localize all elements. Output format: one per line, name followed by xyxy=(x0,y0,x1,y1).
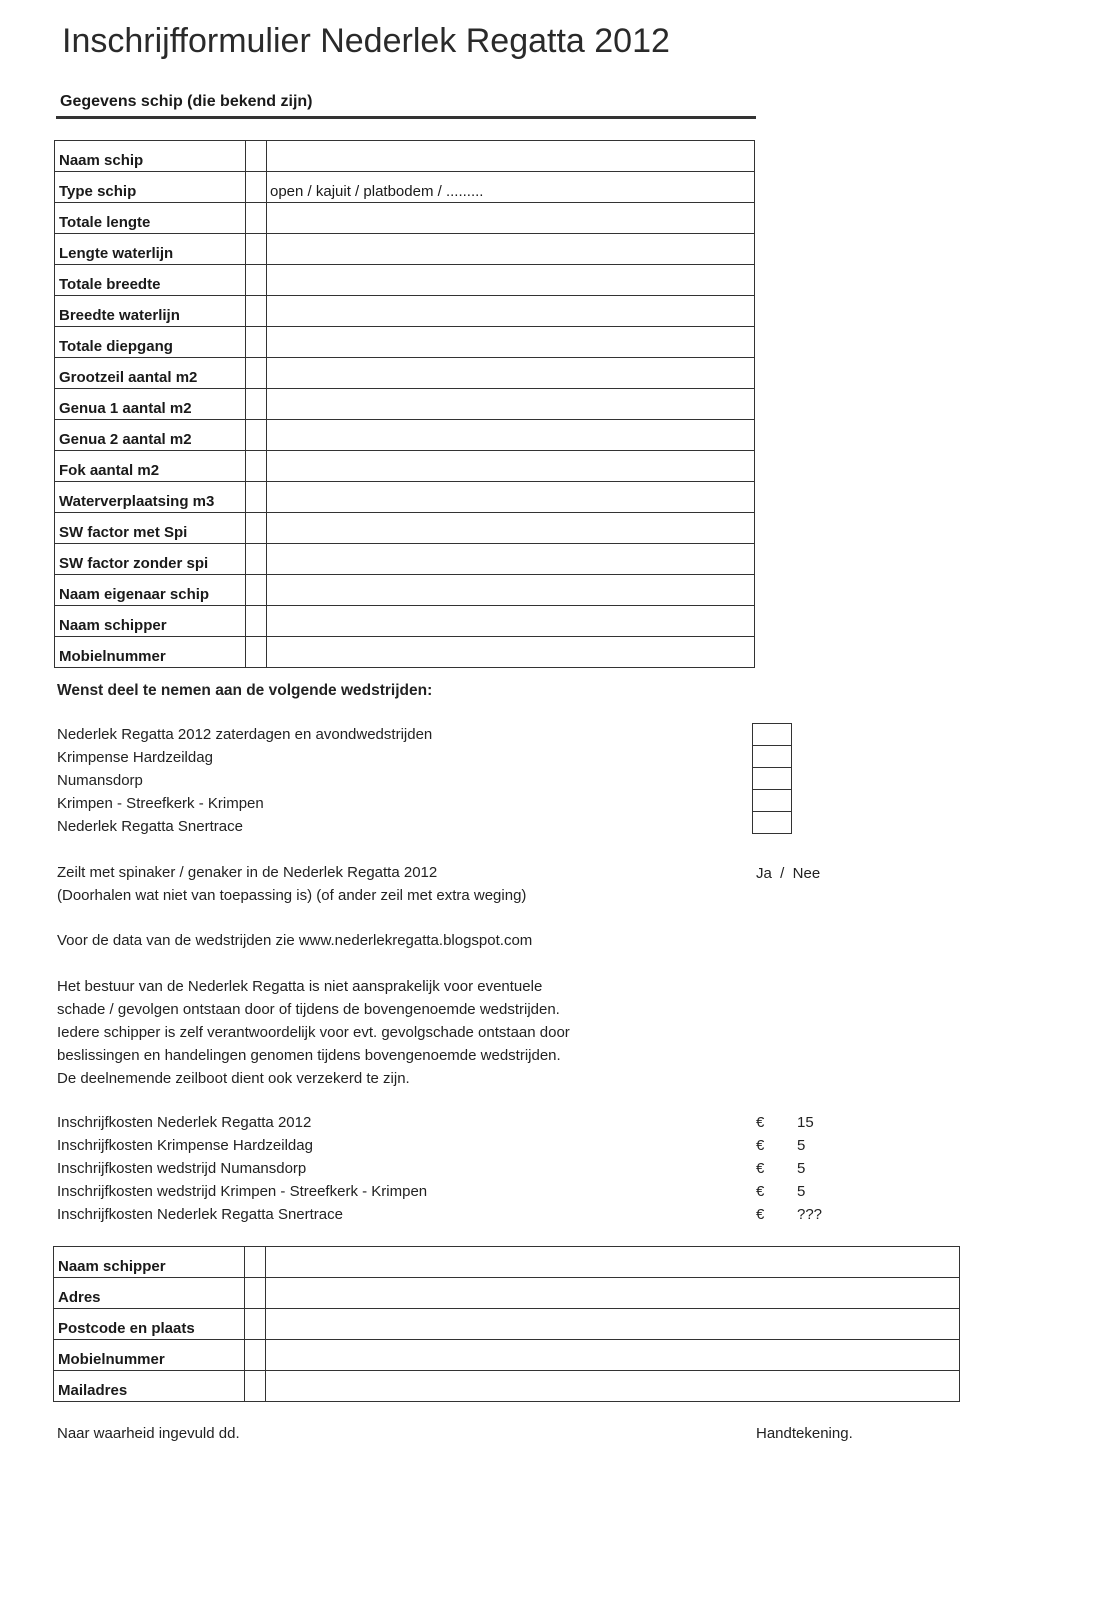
field-label: Totale diepgang xyxy=(55,327,246,358)
fee-amount: 5 xyxy=(797,1160,806,1177)
spinaker-line-1: Zeilt met spinaker / genaker in de Nederlek Regatta 2012 xyxy=(57,864,438,881)
spinaker-question xyxy=(57,861,526,907)
race-checkbox[interactable] xyxy=(752,790,792,812)
field-label: Waterverplaatsing m3 xyxy=(55,482,246,513)
field-spacer-cell xyxy=(246,482,267,513)
ship-details-table xyxy=(54,140,755,668)
table-row xyxy=(55,327,755,358)
table-row xyxy=(55,172,755,203)
signature-label: Handtekening. xyxy=(756,1425,853,1442)
table-row xyxy=(55,296,755,327)
race-checkbox[interactable] xyxy=(752,768,792,790)
fee-label: Inschrijfkosten Nederlek Regatta Snertrace xyxy=(57,1206,343,1223)
table-row xyxy=(55,544,755,575)
table-row xyxy=(55,265,755,296)
disclaimer-line: Het bestuur van de Nederlek Regatta is niet aansprakelijk voor eventuele xyxy=(57,978,543,995)
fee-label: Inschrijfkosten wedstrijd Krimpen - Streefkerk - Krimpen xyxy=(57,1183,428,1200)
field-label: SW factor met Spi xyxy=(55,513,246,544)
table-row xyxy=(55,513,755,544)
field-label: Mobielnummer xyxy=(55,637,246,668)
field-label: Breedte waterlijn xyxy=(55,296,246,327)
field-spacer-cell xyxy=(245,1340,266,1371)
field-input-cell[interactable] xyxy=(267,451,755,482)
race-item: Nederlek Regatta 2012 zaterdagen en avondwedstrijden xyxy=(57,726,433,743)
race-item: Nederlek Regatta Snertrace xyxy=(57,818,243,835)
field-spacer-cell xyxy=(246,513,267,544)
field-label: Fok aantal m2 xyxy=(55,451,246,482)
field-label: Genua 2 aantal m2 xyxy=(55,420,246,451)
disclaimer-line: beslissingen en handelingen genomen tijdens bovengenoemde wedstrijden. xyxy=(57,1047,561,1064)
field-label: Mobielnummer xyxy=(54,1340,245,1371)
table-row xyxy=(55,637,755,668)
races-heading: Wenst deel te nemen aan de volgende wedstrijden: xyxy=(57,682,433,699)
field-label: Totale lengte xyxy=(55,203,246,234)
race-list xyxy=(57,723,432,838)
table-row xyxy=(55,203,755,234)
disclaimer-line: Iedere schipper is zelf verantwoordelijk voor evt. gevolgschade ontstaan door xyxy=(57,1024,570,1041)
field-spacer-cell xyxy=(246,141,267,172)
field-spacer-cell xyxy=(246,389,267,420)
field-spacer-cell xyxy=(245,1247,266,1278)
table-row xyxy=(55,451,755,482)
fee-amount: 5 xyxy=(797,1137,806,1154)
field-input-cell[interactable]: open / kajuit / platbodem / ......... xyxy=(267,172,755,203)
table-row xyxy=(55,358,755,389)
field-spacer-cell xyxy=(246,606,267,637)
table-row xyxy=(54,1309,960,1340)
field-input-cell[interactable] xyxy=(266,1309,960,1340)
fee-currency: € xyxy=(756,1137,765,1154)
field-input-cell[interactable] xyxy=(267,203,755,234)
field-spacer-cell xyxy=(246,637,267,668)
table-row xyxy=(54,1340,960,1371)
table-row xyxy=(55,606,755,637)
field-label: Naam schipper xyxy=(55,606,246,637)
field-label: Lengte waterlijn xyxy=(55,234,246,265)
field-spacer-cell xyxy=(246,265,267,296)
table-row xyxy=(54,1278,960,1309)
fee-label: Inschrijfkosten Nederlek Regatta 2012 xyxy=(57,1114,312,1131)
field-spacer-cell xyxy=(246,451,267,482)
truthfully-completed-date: Naar waarheid ingevuld dd. xyxy=(57,1425,240,1442)
field-spacer-cell xyxy=(245,1309,266,1340)
disclaimer-line: schade / gevolgen ontstaan door of tijdens de bovengenoemde wedstrijden. xyxy=(57,1001,560,1018)
field-spacer-cell xyxy=(246,203,267,234)
field-input-cell[interactable] xyxy=(267,265,755,296)
field-input-cell[interactable] xyxy=(267,234,755,265)
race-checkbox[interactable] xyxy=(752,746,792,768)
race-item: Krimpen - Streefkerk - Krimpen xyxy=(57,795,264,812)
field-spacer-cell xyxy=(246,327,267,358)
contact-details-table xyxy=(53,1246,960,1402)
field-input-cell[interactable] xyxy=(267,544,755,575)
table-row xyxy=(55,141,755,172)
field-input-cell[interactable] xyxy=(267,606,755,637)
disclaimer-line: De deelnemende zeilboot dient ook verzekerd te zijn. xyxy=(57,1070,410,1087)
field-spacer-cell xyxy=(246,420,267,451)
field-label: Mailadres xyxy=(54,1371,245,1402)
spinaker-line-2: (Doorhalen wat niet van toepassing is) (of ander zeil met extra weging) xyxy=(57,887,527,904)
field-spacer-cell xyxy=(246,575,267,606)
race-checkbox[interactable] xyxy=(752,723,792,746)
field-spacer-cell xyxy=(245,1278,266,1309)
disclaimer xyxy=(57,975,570,1090)
field-label: Naam schip xyxy=(55,141,246,172)
field-label: Grootzeil aantal m2 xyxy=(55,358,246,389)
table-row xyxy=(55,389,755,420)
page-title: Inschrijfformulier Nederlek Regatta 2012 xyxy=(62,22,670,60)
fee-currency: € xyxy=(756,1183,765,1200)
field-input-cell[interactable] xyxy=(267,637,755,668)
field-input-cell[interactable] xyxy=(267,420,755,451)
field-label: Genua 1 aantal m2 xyxy=(55,389,246,420)
fee-labels xyxy=(57,1111,427,1226)
field-spacer-cell xyxy=(246,358,267,389)
field-input-cell[interactable] xyxy=(267,575,755,606)
field-label: Totale breedte xyxy=(55,265,246,296)
fee-currency: € xyxy=(756,1206,765,1223)
field-input-cell[interactable] xyxy=(266,1247,960,1278)
fee-label: Inschrijfkosten wedstrijd Numansdorp xyxy=(57,1160,307,1177)
fee-currency: € xyxy=(756,1114,765,1131)
ship-section-heading: Gegevens schip (die bekend zijn) xyxy=(60,93,313,110)
field-input-cell[interactable] xyxy=(267,327,755,358)
table-row xyxy=(54,1371,960,1402)
field-spacer-cell xyxy=(246,172,267,203)
field-spacer-cell xyxy=(246,544,267,575)
table-row xyxy=(54,1247,960,1278)
field-input-cell[interactable] xyxy=(267,389,755,420)
race-checkbox-column xyxy=(752,723,792,834)
race-item: Numansdorp xyxy=(57,772,143,789)
fee-amount: ??? xyxy=(797,1206,823,1223)
field-input-cell[interactable] xyxy=(267,141,755,172)
race-dates-note: Voor de data van de wedstrijden zie www.nederlekregatta.blogspot.com xyxy=(57,932,533,949)
field-input-cell[interactable] xyxy=(266,1278,960,1309)
field-label: Naam schipper xyxy=(54,1247,245,1278)
field-label: Adres xyxy=(54,1278,245,1309)
fee-amount: 15 xyxy=(797,1114,814,1131)
field-label: Postcode en plaats xyxy=(54,1309,245,1340)
field-input-cell[interactable] xyxy=(266,1340,960,1371)
field-input-cell[interactable] xyxy=(267,358,755,389)
fee-currency: € xyxy=(756,1160,765,1177)
race-checkbox[interactable] xyxy=(752,812,792,834)
race-item: Krimpense Hardzeildag xyxy=(57,749,213,766)
field-input-cell[interactable] xyxy=(266,1371,960,1402)
field-input-cell[interactable] xyxy=(267,513,755,544)
field-input-cell[interactable] xyxy=(267,296,755,327)
field-spacer-cell xyxy=(246,234,267,265)
field-spacer-cell xyxy=(245,1371,266,1402)
field-spacer-cell xyxy=(246,296,267,327)
fee-label: Inschrijfkosten Krimpense Hardzeildag xyxy=(57,1137,313,1154)
table-row xyxy=(55,482,755,513)
table-row xyxy=(55,234,755,265)
field-input-cell[interactable] xyxy=(267,482,755,513)
field-label: Naam eigenaar schip xyxy=(55,575,246,606)
field-label: Type schip xyxy=(55,172,246,203)
section-divider xyxy=(56,116,756,119)
table-row xyxy=(55,575,755,606)
fee-amount-column xyxy=(797,1111,822,1226)
table-row xyxy=(55,420,755,451)
fee-amount: 5 xyxy=(797,1183,806,1200)
spinaker-yes-no[interactable]: Ja / Nee xyxy=(756,865,821,882)
field-label: SW factor zonder spi xyxy=(55,544,246,575)
fee-currency-column xyxy=(756,1111,764,1226)
